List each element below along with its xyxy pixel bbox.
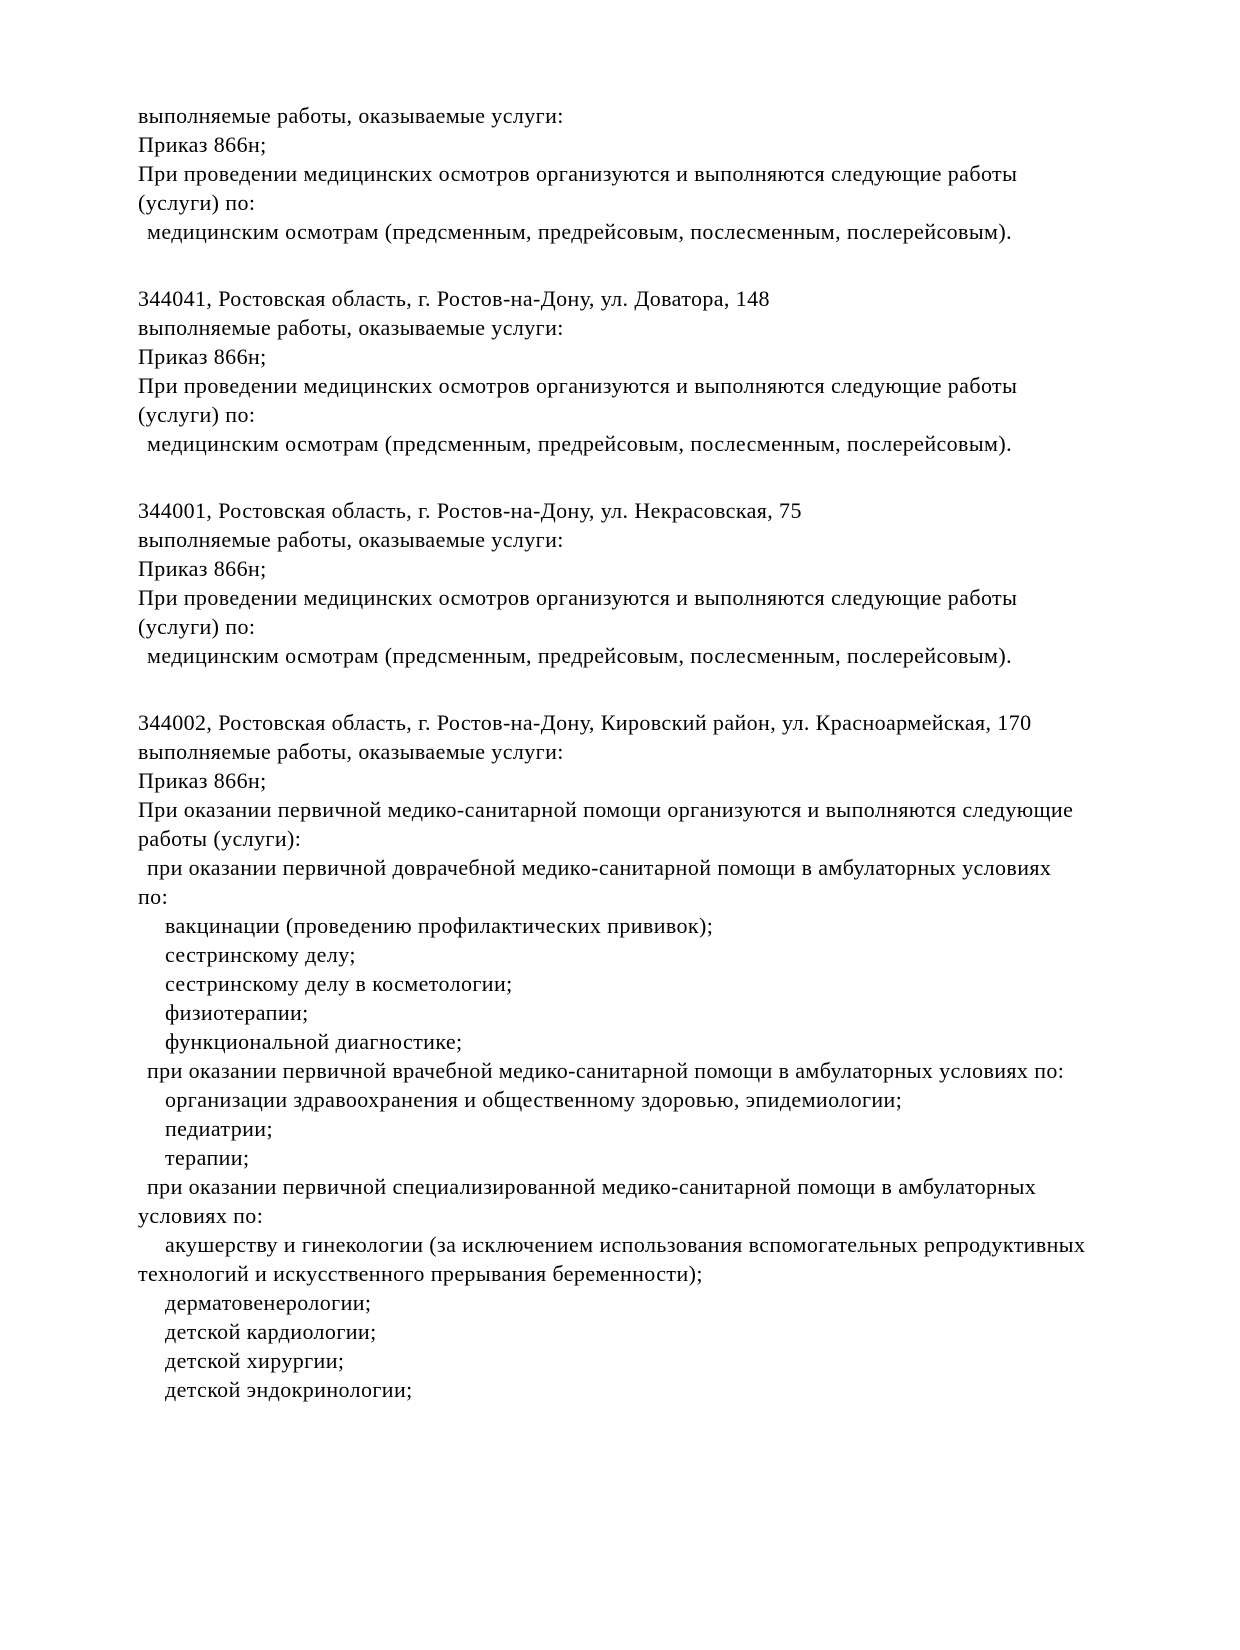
address-line: 344001, Ростовская область, г. Ростов-на-Дону, ул. Некрасовская, 75 — [138, 498, 802, 523]
service-item: акушерству и гинекологии (за исключением использования вспомогательных репродуктивных — [165, 1232, 1086, 1257]
address-block-krasnoarmeyskaya-170 — [138, 708, 1158, 1404]
service-item: сестринскому делу в косметологии; — [165, 971, 513, 996]
document-line: При оказании первичной медико-санитарной помощи организуются и выполняются следующие — [138, 797, 1074, 822]
address-line: 344041, Ростовская область, г. Ростов-на-Дону, ул. Доватора, 148 — [138, 286, 770, 311]
works-services-label: выполняемые работы, оказываемые услуги: — [138, 103, 564, 128]
address-block-dovatora-148 — [138, 284, 1158, 458]
order-reference: Приказ 866н; — [138, 556, 267, 581]
document-line: При проведении медицинских осмотров организуются и выполняются следующие работы — [138, 373, 1018, 398]
service-item: функциональной диагностике; — [165, 1029, 463, 1054]
document-line: (услуги) по: — [138, 402, 256, 427]
service-item: организации здравоохранения и общественному здоровью, эпидемиологии; — [165, 1087, 903, 1112]
service-item: дерматовенерологии; — [165, 1290, 372, 1315]
document-line: при оказании первичной специализированной медико-санитарной помощи в амбулаторных — [147, 1174, 1037, 1199]
document-line: При проведении медицинских осмотров организуются и выполняются следующие работы — [138, 161, 1018, 186]
document-line: работы (услуги): — [138, 826, 302, 851]
service-item: медицинским осмотрам (предсменным, предрейсовым, послесменным, послерейсовым). — [147, 643, 1012, 668]
works-services-label: выполняемые работы, оказываемые услуги: — [138, 315, 564, 340]
service-item: детской эндокринологии; — [165, 1377, 413, 1402]
address-line: 344002, Ростовская область, г. Ростов-на-Дону, Кировский район, ул. Красноармейская, 170 — [138, 710, 1032, 735]
document-line: (услуги) по: — [138, 614, 256, 639]
order-reference: Приказ 866н; — [138, 132, 267, 157]
service-item: физиотерапии; — [165, 1000, 309, 1025]
service-item: сестринскому делу; — [165, 942, 356, 967]
service-item: детской хирургии; — [165, 1348, 345, 1373]
services-block-continuation — [138, 101, 1158, 246]
works-services-label: выполняемые работы, оказываемые услуги: — [138, 527, 564, 552]
order-reference: Приказ 866н; — [138, 768, 267, 793]
service-item: вакцинации (проведению профилактических прививок); — [165, 913, 714, 938]
service-item: медицинским осмотрам (предсменным, предрейсовым, послесменным, послерейсовым). — [147, 431, 1012, 456]
service-item: терапии; — [165, 1145, 250, 1170]
service-item: детской кардиологии; — [165, 1319, 377, 1344]
document-line: при оказании первичной врачебной медико-санитарной помощи в амбулаторных условиях по: — [147, 1058, 1065, 1083]
document-line: условиях по: — [138, 1203, 264, 1228]
service-item: педиатрии; — [165, 1116, 273, 1141]
document-line: технологий и искусственного прерывания беременности); — [138, 1261, 703, 1286]
document-line: при оказании первичной доврачебной медико-санитарной помощи в амбулаторных условиях — [147, 855, 1052, 880]
document-line: (услуги) по: — [138, 190, 256, 215]
order-reference: Приказ 866н; — [138, 344, 267, 369]
address-block-nekrasovskaya-75 — [138, 496, 1158, 670]
works-services-label: выполняемые работы, оказываемые услуги: — [138, 739, 564, 764]
service-item: медицинским осмотрам (предсменным, предрейсовым, послесменным, послерейсовым). — [147, 219, 1012, 244]
document-line: по: — [138, 884, 169, 909]
document-line: При проведении медицинских осмотров организуются и выполняются следующие работы — [138, 585, 1018, 610]
